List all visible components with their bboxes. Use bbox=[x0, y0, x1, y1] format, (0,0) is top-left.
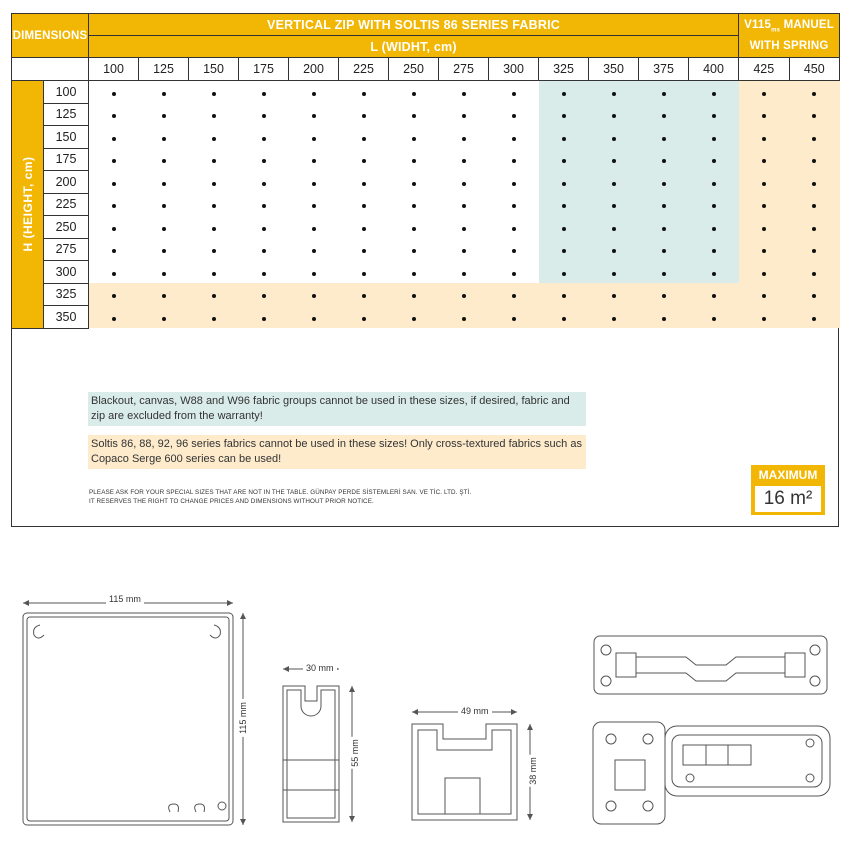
width-header-125: 125 bbox=[139, 58, 189, 81]
width-axis-label: L (WIDHT, cm) bbox=[89, 36, 739, 58]
width-header-150: 150 bbox=[189, 58, 239, 81]
width-header-325: 325 bbox=[539, 58, 589, 81]
width-header-450: 450 bbox=[789, 58, 840, 81]
cream-legend-note: Soltis 86, 88, 92, 96 series fabrics cannot be used in these sizes! Only cross-textured fabrics such as Copaco Serge 600 series can be used! bbox=[88, 435, 586, 469]
model-code: V115 bbox=[744, 18, 772, 31]
width-header-300: 300 bbox=[489, 58, 539, 81]
box-width-dimension: 115 mm bbox=[106, 594, 144, 604]
width-header-425: 425 bbox=[739, 58, 790, 81]
width-header-225: 225 bbox=[339, 58, 389, 81]
height-header-175: 175 bbox=[44, 148, 89, 171]
height-header-250: 250 bbox=[44, 216, 89, 239]
fine-print-line-1: PLEASE ASK FOR YOUR SPECIAL SIZES THAT ARE NOT IN THE TABLE. GÜNPAY PERDE SİSTEMLERİ SAN. VE TİC. LTD. ŞTİ. bbox=[89, 489, 472, 496]
cassette-profile-drawing bbox=[23, 603, 243, 825]
maximum-label: MAXIMUM bbox=[758, 468, 818, 482]
rail-width-dimension: 30 mm bbox=[303, 663, 337, 673]
bottom-height-dimension: 38 mm bbox=[527, 757, 538, 785]
manual-label: MANUEL bbox=[780, 18, 834, 31]
rail-height-dimension: 55 mm bbox=[349, 739, 360, 767]
height-header-225: 225 bbox=[44, 193, 89, 216]
spring-bracket-bottom-drawing bbox=[593, 722, 830, 824]
height-header-150: 150 bbox=[44, 126, 89, 149]
teal-legend-note: Blackout, canvas, W88 and W96 fabric groups cannot be used in these sizes, if desired, fabric and zip are excluded from the warranty! bbox=[88, 392, 586, 426]
height-header-300: 300 bbox=[44, 261, 89, 284]
model-code-sub: ms bbox=[771, 27, 781, 34]
fine-print-line-2: IT RESERVES THE RIGHT TO CHANGE PRICES AND DIMENSIONS WITHOUT PRIOR NOTICE. bbox=[89, 498, 374, 505]
width-header-100: 100 bbox=[89, 58, 139, 81]
width-header-350: 350 bbox=[589, 58, 639, 81]
width-header-175: 175 bbox=[239, 58, 289, 81]
width-header-200: 200 bbox=[289, 58, 339, 81]
spring-bracket-top-drawing bbox=[594, 636, 827, 694]
width-header-250: 250 bbox=[389, 58, 439, 81]
height-axis-text: H (HEIGHT, cm) bbox=[20, 156, 35, 252]
spring-label: WITH SPRING bbox=[749, 40, 829, 53]
side-rail-drawing bbox=[283, 669, 352, 822]
width-header-275: 275 bbox=[439, 58, 489, 81]
width-header-400: 400 bbox=[689, 58, 739, 81]
height-header-325: 325 bbox=[44, 283, 89, 306]
height-header-125: 125 bbox=[44, 103, 89, 126]
height-header-350: 350 bbox=[44, 306, 89, 329]
dimensions-label: DIMENSIONS bbox=[12, 14, 89, 58]
maximum-value: 16 m² bbox=[755, 486, 821, 512]
height-header-100: 100 bbox=[44, 81, 89, 104]
bottom-bar-drawing bbox=[412, 712, 530, 820]
table-title: VERTICAL ZIP WITH SOLTIS 86 SERIES FABRIC bbox=[89, 14, 739, 36]
bottom-width-dimension: 49 mm bbox=[458, 706, 492, 716]
height-header-275: 275 bbox=[44, 238, 89, 261]
height-header-200: 200 bbox=[44, 171, 89, 194]
width-header-375: 375 bbox=[639, 58, 689, 81]
box-height-dimension: 115 mm bbox=[238, 699, 248, 737]
